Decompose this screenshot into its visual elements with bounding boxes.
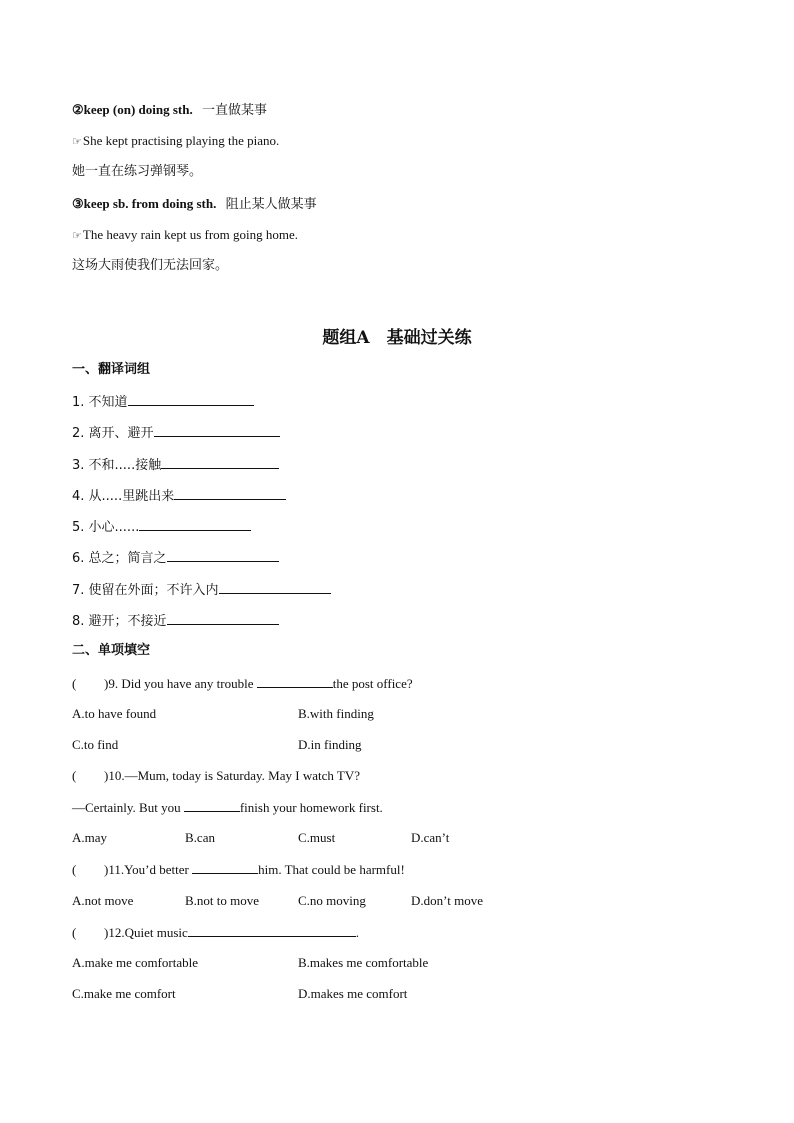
- item-text: 1. 不知道: [72, 395, 128, 410]
- question-9: [72, 674, 413, 693]
- question-text: )11.You’d better: [104, 862, 193, 877]
- question-text: —Certainly. But you: [72, 800, 184, 815]
- answer-paren[interactable]: (: [72, 862, 77, 877]
- option-a: A.make me comfortable: [72, 955, 198, 970]
- answer-paren[interactable]: (: [72, 925, 77, 940]
- item-text: 6. 总之；简言之: [72, 551, 167, 566]
- option-d: D.don’t move: [411, 893, 483, 908]
- note-item-3-translation: 这场大雨使我们无法回家。: [72, 258, 229, 273]
- note-item-3-head: ③keep sb. from doing sth.: [72, 196, 217, 211]
- option-c: C.make me comfort: [72, 986, 176, 1001]
- item-text: 2. 离开、避开: [72, 426, 154, 441]
- note-item-3-meaning: 阻止某人做某事: [225, 197, 317, 212]
- answer-blank[interactable]: [167, 611, 279, 625]
- question-text: )12.Quiet music: [104, 925, 188, 940]
- option-b: B.not to move: [185, 893, 260, 908]
- list-item: [72, 486, 286, 506]
- option-b: B.with finding: [298, 706, 374, 721]
- note-item-2-example: [72, 132, 279, 151]
- note-item-3-example: [72, 226, 298, 245]
- option-d: D.in finding: [298, 737, 362, 752]
- item-text: 4. 从.....里跳出来: [72, 489, 175, 504]
- note-item-3-example-text: The heavy rain kept us from going home.: [82, 227, 299, 242]
- answer-blank[interactable]: [174, 486, 286, 500]
- question-text: )10.—Mum, today is Saturday. May I watch TV?: [104, 768, 360, 783]
- question-10-line2: [72, 798, 383, 817]
- list-item: [72, 548, 279, 568]
- answer-blank[interactable]: [154, 423, 280, 437]
- option-b: B.can: [185, 830, 215, 845]
- pointing-hand-icon: ☞: [72, 135, 82, 148]
- option-b: B.makes me comfortable: [298, 955, 429, 970]
- list-item: [72, 517, 251, 537]
- note-item-2-head: ②keep (on) doing sth.: [72, 102, 193, 117]
- answer-blank[interactable]: [219, 580, 331, 594]
- answer-blank[interactable]: [188, 923, 356, 937]
- pointing-hand-icon: ☞: [72, 229, 82, 242]
- option-c: C.to find: [72, 737, 119, 752]
- part2-heading: 二、单项填空: [72, 643, 151, 658]
- note-item-3: [72, 195, 317, 214]
- question-11: [72, 860, 405, 879]
- list-item: [72, 423, 280, 443]
- question-12: [72, 923, 359, 942]
- item-text: 8. 避开；不接近: [72, 614, 167, 629]
- option-d: D.can’t: [411, 830, 450, 845]
- answer-blank[interactable]: [184, 798, 240, 812]
- list-item: [72, 392, 254, 412]
- item-text: 3. 不和.....接触: [72, 458, 162, 473]
- answer-blank[interactable]: [257, 674, 333, 688]
- section-title: 题组A 基础过关练: [322, 328, 472, 348]
- answer-blank[interactable]: [161, 455, 279, 469]
- note-item-2-example-text: She kept practising playing the piano.: [82, 133, 280, 148]
- question-text: )9. Did you have any trouble: [104, 676, 257, 691]
- option-c: C.no moving: [298, 893, 366, 908]
- answer-blank[interactable]: [139, 517, 251, 531]
- answer-blank[interactable]: [167, 548, 279, 562]
- question-text-end: him. That could be harmful!: [258, 862, 405, 877]
- item-text: 7. 使留在外面；不许入内: [72, 583, 219, 598]
- list-item: [72, 455, 279, 475]
- option-a: A.to have found: [72, 706, 157, 721]
- list-item: [72, 611, 279, 631]
- answer-blank[interactable]: [128, 392, 254, 406]
- answer-blank[interactable]: [192, 860, 258, 874]
- option-a: A.may: [72, 830, 108, 845]
- list-item: [72, 580, 331, 600]
- note-item-2-meaning: 一直做某事: [201, 103, 267, 118]
- answer-paren[interactable]: (: [72, 768, 77, 783]
- question-text-end: finish your homework first.: [239, 800, 383, 815]
- option-a: A.not move: [72, 893, 134, 908]
- note-item-2-translation: 她一直在练习弹钢琴。: [72, 164, 203, 179]
- option-c: C.must: [298, 830, 336, 845]
- question-10: [72, 767, 360, 785]
- question-text-end: the post office?: [332, 676, 413, 691]
- question-text-end: .: [355, 925, 360, 940]
- note-item-2: [72, 101, 267, 120]
- item-text: 5. 小心......: [72, 520, 140, 535]
- part1-heading: 一、翻译词组: [72, 362, 151, 377]
- option-d: D.makes me comfort: [298, 986, 408, 1001]
- answer-paren[interactable]: (: [72, 676, 77, 691]
